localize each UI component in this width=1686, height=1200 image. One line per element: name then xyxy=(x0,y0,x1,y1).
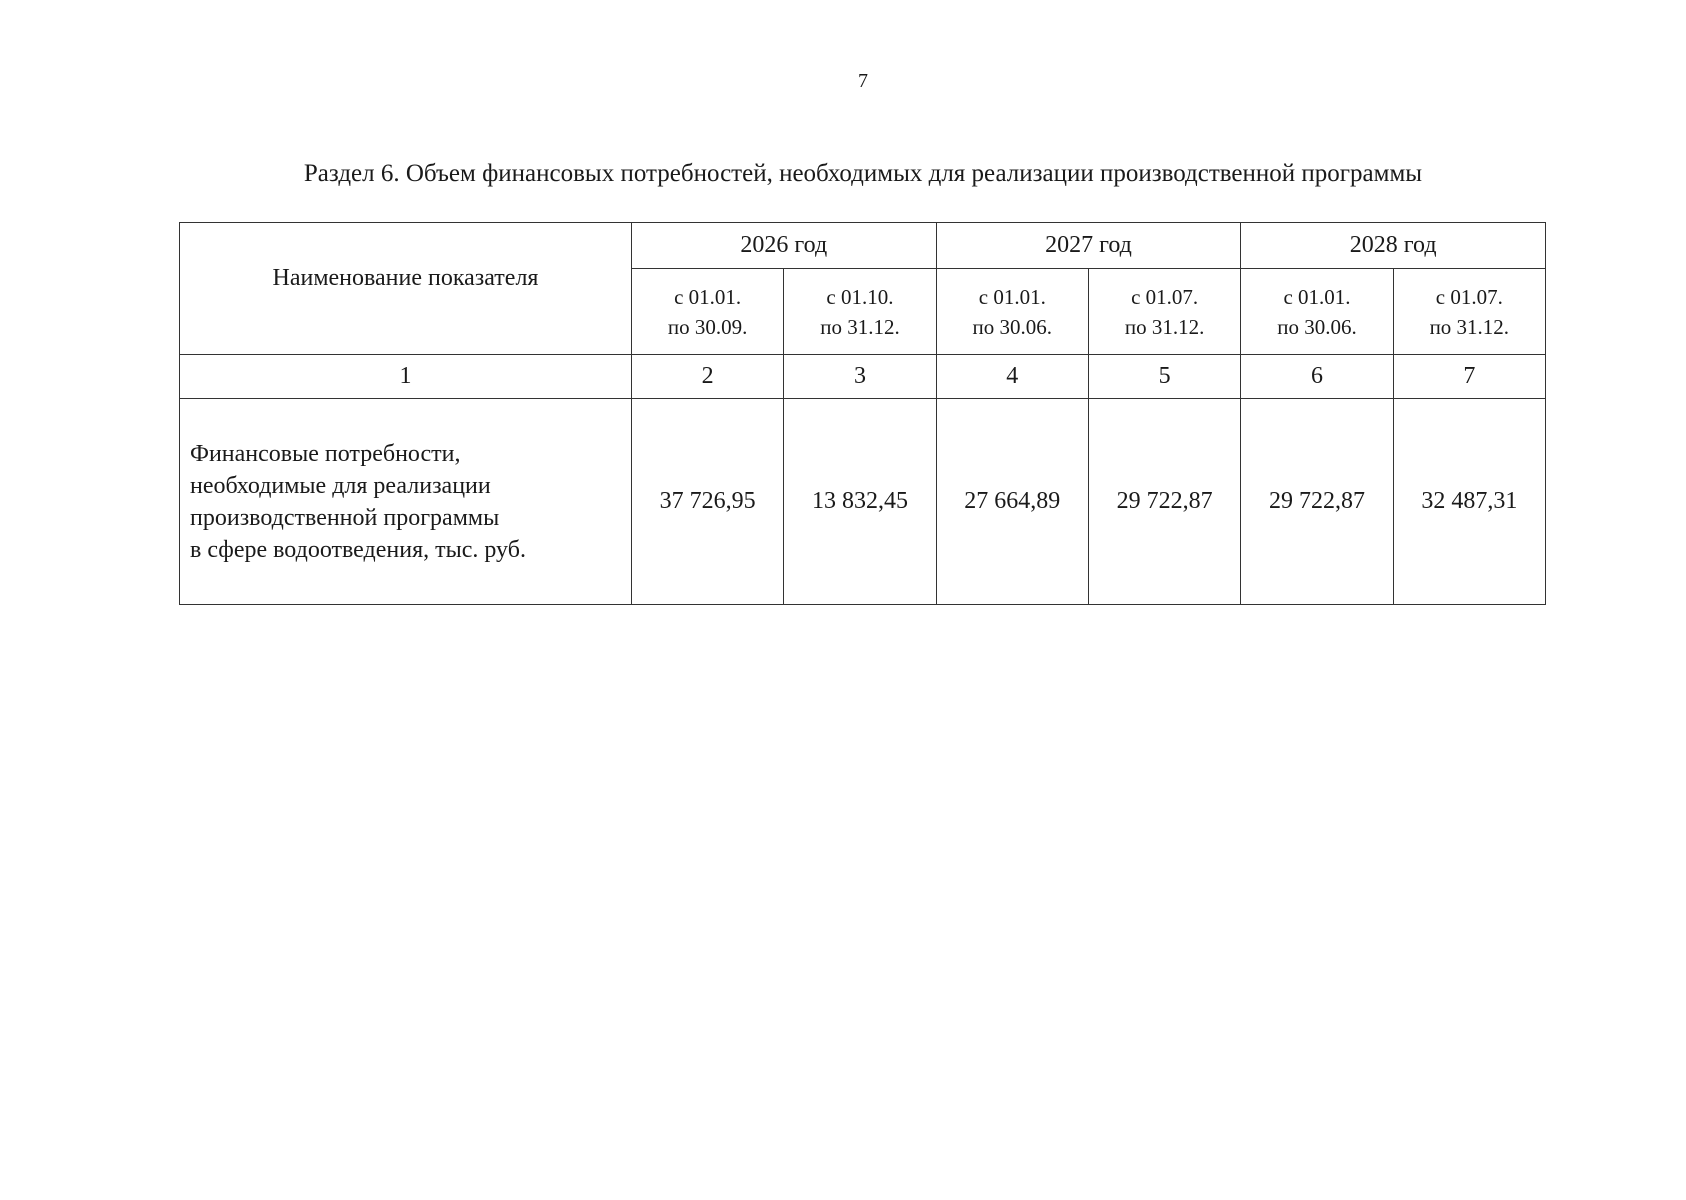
period-from: с 01.10. xyxy=(826,284,894,309)
header-period xyxy=(631,269,783,355)
indicator-name-line: производственной программы xyxy=(190,504,500,531)
header-period xyxy=(784,269,936,355)
period-from: с 01.01. xyxy=(1283,284,1351,309)
period-from: с 01.07. xyxy=(1131,284,1199,309)
value-cell: 13 832,45 xyxy=(784,399,936,605)
period-from: с 01.01. xyxy=(674,284,742,309)
section-title: Раздел 6. Объем финансовых потребностей, необходимых для реализации производственной программы xyxy=(303,160,1423,187)
header-year-2027: 2027 год xyxy=(936,223,1241,269)
column-number: 5 xyxy=(1088,355,1240,399)
value-cell: 37 726,95 xyxy=(631,399,783,605)
financial-needs-table xyxy=(179,222,1546,605)
value-cell: 29 722,87 xyxy=(1088,399,1240,605)
header-year-2028: 2028 год xyxy=(1241,223,1546,269)
period-to: по 31.12. xyxy=(1124,314,1205,339)
period-to: по 31.12. xyxy=(820,314,900,339)
period-to: по 30.09. xyxy=(667,314,748,339)
page-number: 7 xyxy=(858,70,868,92)
period-from: с 01.07. xyxy=(1435,284,1503,309)
header-period xyxy=(936,269,1088,355)
header-year-2026: 2026 год xyxy=(631,223,936,269)
header-indicator-name: Наименование показателя xyxy=(180,223,632,355)
value-cell: 27 664,89 xyxy=(936,399,1088,605)
indicator-name-line: Финансовые потребности, xyxy=(190,440,461,467)
column-number: 2 xyxy=(631,355,783,399)
table-row xyxy=(180,399,1546,605)
column-number: 3 xyxy=(784,355,936,399)
column-number: 4 xyxy=(936,355,1088,399)
indicator-name-line: необходимые для реализации xyxy=(190,472,491,499)
value-cell: 32 487,31 xyxy=(1393,399,1545,605)
period-to: по 31.12. xyxy=(1429,314,1510,339)
indicator-name-line: в сфере водоотведения, тыс. руб. xyxy=(190,536,526,563)
table-header-row-years xyxy=(180,223,1546,269)
column-number: 1 xyxy=(180,355,632,399)
header-period xyxy=(1088,269,1240,355)
indicator-name-cell xyxy=(180,399,632,605)
period-to: по 30.06. xyxy=(972,314,1053,339)
header-period xyxy=(1241,269,1393,355)
period-from: с 01.01. xyxy=(978,284,1046,309)
column-number: 6 xyxy=(1241,355,1393,399)
period-to: по 30.06. xyxy=(1277,314,1357,339)
value-cell: 29 722,87 xyxy=(1241,399,1393,605)
header-period xyxy=(1393,269,1545,355)
column-number: 7 xyxy=(1393,355,1545,399)
table-column-numbers-row xyxy=(180,355,1546,399)
